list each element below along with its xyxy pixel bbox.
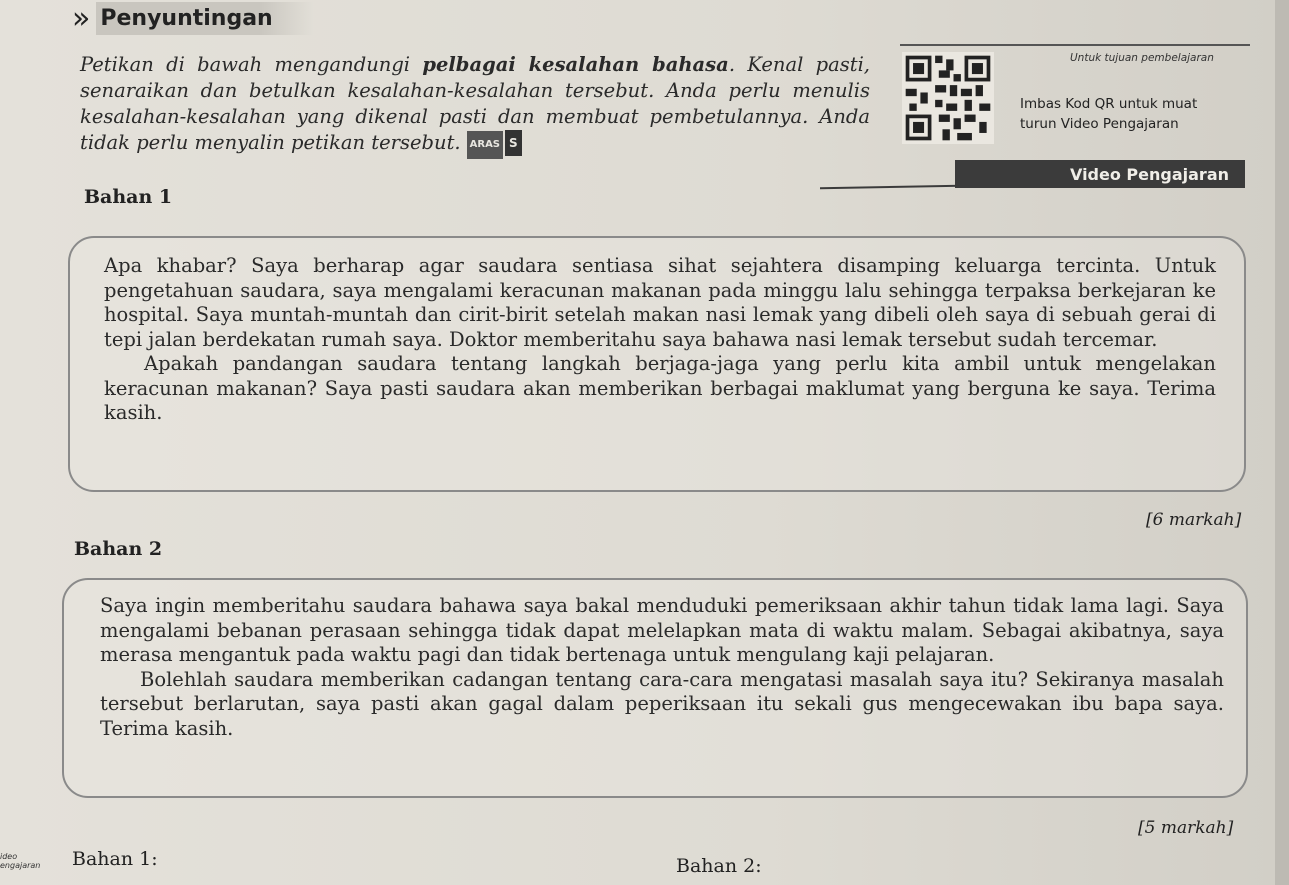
video-label: Video Pengajaran xyxy=(1069,164,1229,184)
bahan2-marks: [5 markah] xyxy=(1138,818,1234,838)
bahan1-marks: [6 markah] xyxy=(1146,510,1242,530)
bahan2-label: Bahan 2 xyxy=(74,538,163,560)
qr-instruction: Imbas Kod QR untuk muat turun Video Pengajaran xyxy=(1020,96,1198,132)
bahan2-para2: Bolehlah saudara memberikan cadangan tentang cara-cara mengatasi masalah saya itu? Sekiranya masalah tersebut berlarutan, saya pasti akan gagal dalam peperiksaan itu sekali gus mengecewakan ibu bapa saya. Terima kasih. xyxy=(100,667,1224,740)
video-pengajaran-link[interactable] xyxy=(955,160,1245,188)
aras-level-badge: S xyxy=(505,130,522,156)
answer-bahan1-label: Bahan 1: xyxy=(72,848,158,870)
instruction-part2: . Kenal pasti, senaraikan dan betulkan kesalahan-kesalahan tersebut. Anda perlu menulis kesalahan-kesalahan yang dikenal pasti dan membuat pembetulannya. Anda tidak perlu menyalin petikan tersebut. xyxy=(80,53,871,154)
heading-band xyxy=(96,2,312,35)
bahan1-para1: Apa khabar? Saya berharap agar saudara sentiasa sihat sejahtera disamping keluarga tercinta. Untuk pengetahuan saudara, saya mengalami keracunan makanan pada minggu lalu sehingga terpaksa berkejaran ke hospital. Saya muntah-muntah dan cirit-birit setelah makan nasi lemak yang dibeli oleh saya di sebuah gerai di tepi jalan berdekatan rumah saya. Doktor memberitahu saya bahawa nasi lemak tersebut sudah tercemar. xyxy=(104,254,1216,351)
video-underline xyxy=(820,185,960,189)
side-note-line1: ideo xyxy=(0,852,18,861)
instruction-part1: Petikan di bawah mengandungi xyxy=(80,53,423,76)
qr-note: Untuk tujuan pembelajaran xyxy=(1070,52,1214,64)
instruction-text xyxy=(80,52,870,159)
side-note-line2: engajaran xyxy=(0,861,41,870)
bahan1-label: Bahan 1 xyxy=(84,186,173,208)
section-title: Penyuntingan xyxy=(100,6,273,31)
bahan1-para2: Apakah pandangan saudara tentang langkah berjaga-jaga yang perlu kita ambil untuk mengelakan keracunan makanan? Saya pasti saudara akan memberikan berbagai maklumat yang berguna ke saya. Terima kasih. xyxy=(104,352,1216,424)
bahan2-passage xyxy=(62,578,1248,798)
section-heading xyxy=(72,2,313,35)
side-video-note xyxy=(0,852,40,870)
bahan2-para1: Saya ingin memberitahu saudara bahawa saya bakal menduduki pemeriksaan akhir tahun tidak lama lagi. Saya mengalami bebanan perasaan sehingga tidak dapat melelapkan mata di waktu malam. Sebagai akibatnya, saya merasa mengantuk pada waktu pagi dan tidak bertenaga untuk mengulang kaji pelajaran. xyxy=(100,594,1224,666)
bahan1-passage xyxy=(68,236,1246,492)
answer-bahan2-label: Bahan 2: xyxy=(676,855,762,877)
page-edge xyxy=(1275,0,1289,885)
instruction-bold: pelbagai kesalahan bahasa xyxy=(422,53,729,76)
aras-badge: ARAS xyxy=(467,131,503,159)
double-chevron-icon: » xyxy=(72,0,83,36)
qr-code-icon[interactable] xyxy=(902,52,994,144)
